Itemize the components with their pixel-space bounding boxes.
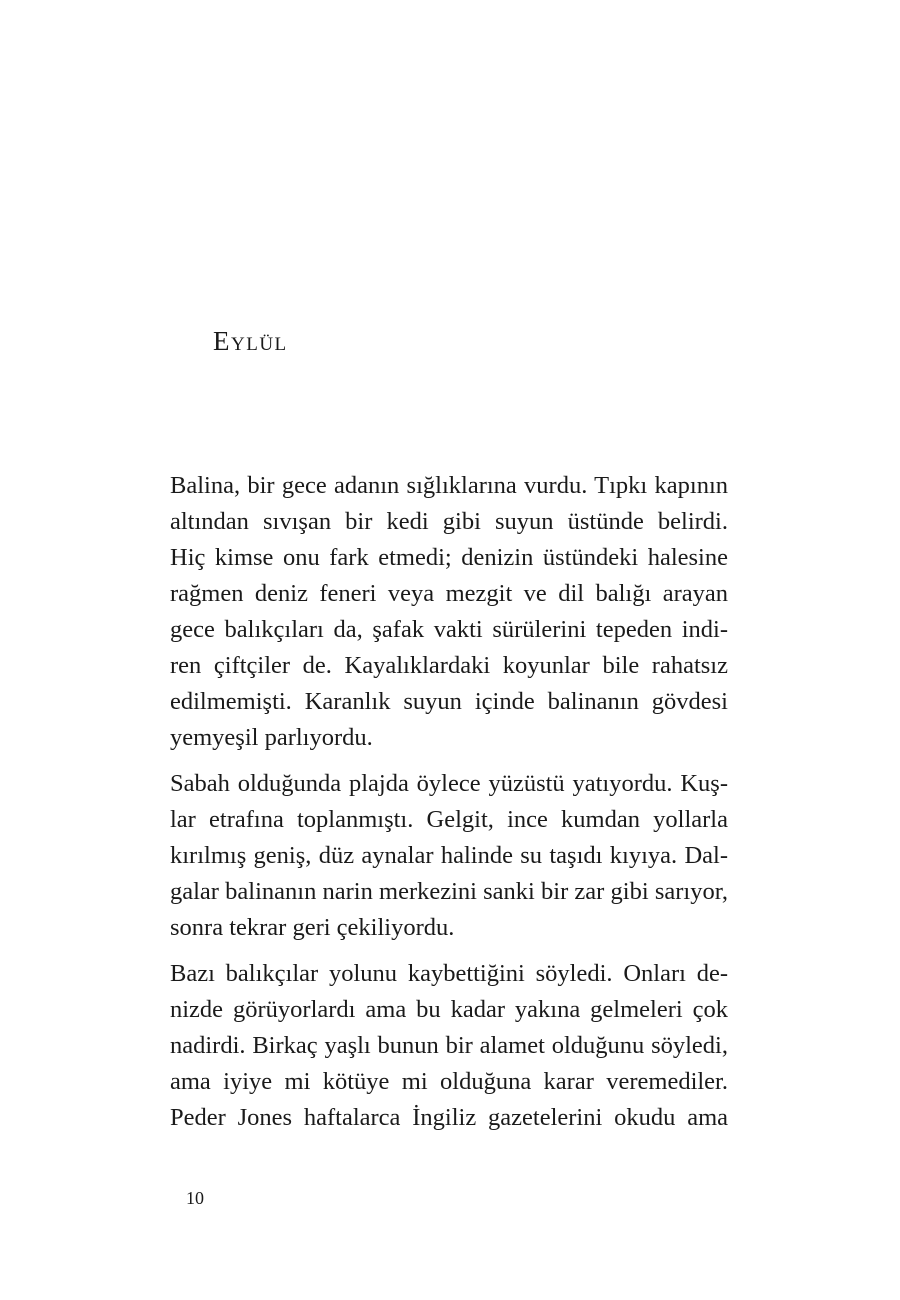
text-line: kırılmış geniş, düz aynalar halinde su taşıdı kıyıya. Dal- <box>170 842 728 869</box>
text-line: nadirdi. Birkaç yaşlı bunun bir alamet olduğunu söyledi, <box>170 1032 728 1059</box>
body-text <box>170 468 728 1136</box>
text-line: yemyeşil parlıyordu. <box>170 724 373 751</box>
text-line: Balina, bir gece adanın sığlıklarına vurdu. Tıpkı kapının <box>170 472 728 499</box>
text-line: galar balinanın narin merkezini sanki bir zar gibi sarıyor, <box>170 878 728 905</box>
paragraph-gap <box>170 756 728 766</box>
text-line: nizde görüyorlardı ama bu kadar yakına gelmeleri çok <box>170 996 728 1023</box>
paragraph <box>170 468 728 756</box>
text-line: Bazı balıkçılar yolunu kaybettiğini söyledi. Onları de- <box>170 960 728 987</box>
text-line: ren çiftçiler de. Kayalıklardaki koyunlar bile rahatsız <box>170 652 728 679</box>
text-line: Sabah olduğunda plajda öylece yüzüstü yatıyordu. Kuş- <box>170 770 728 797</box>
paragraph <box>170 766 728 946</box>
text-line: rağmen deniz feneri veya mezgit ve dil balığı arayan <box>170 580 728 607</box>
text-line: Hiç kimse onu fark etmedi; denizin üstündeki halesine <box>170 544 728 571</box>
paragraph-gap <box>170 946 728 956</box>
paragraph <box>170 956 728 1136</box>
text-line: Peder Jones haftalarca İngiliz gazetelerini okudu ama <box>170 1104 728 1131</box>
text-line: ama iyiye mi kötüye mi olduğuna karar veremediler. <box>170 1068 728 1095</box>
page-number: 10 <box>186 1188 204 1208</box>
text-line: altından sıvışan bir kedi gibi suyun üstünde belirdi. <box>170 508 728 535</box>
text-line: sonra tekrar geri çekiliyordu. <box>170 914 455 941</box>
text-line: lar etrafına toplanmıştı. Gelgit, ince kumdan yollarla <box>170 806 728 833</box>
chapter-title: Eylül <box>213 326 288 356</box>
text-line: edilmemişti. Karanlık suyun içinde balinanın gövdesi <box>170 688 728 715</box>
text-line: gece balıkçıları da, şafak vakti sürülerini tepeden indi- <box>170 616 728 643</box>
